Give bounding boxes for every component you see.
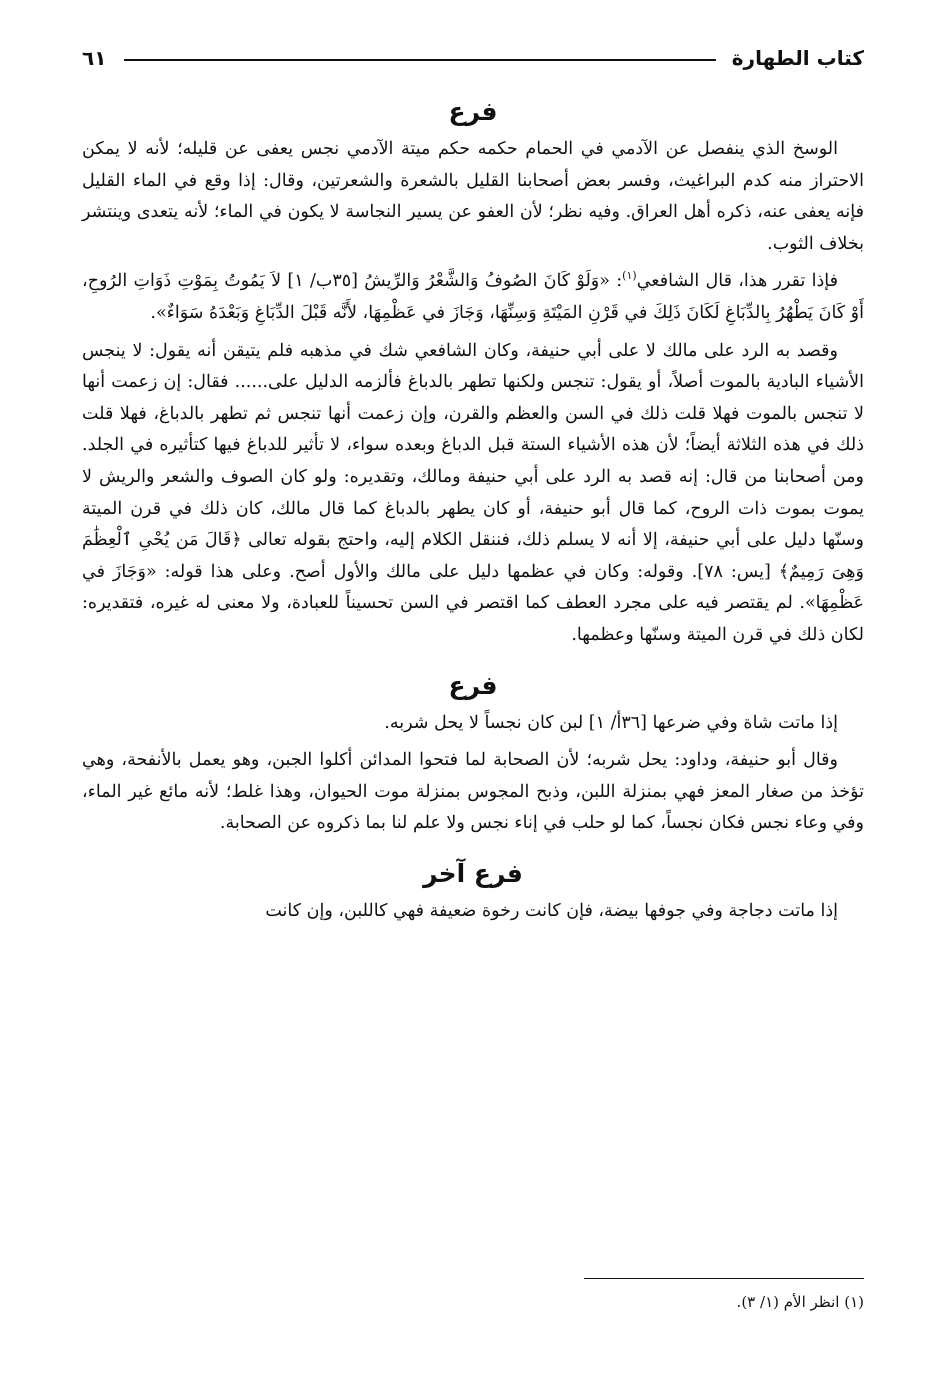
header-rule xyxy=(124,59,715,61)
section-heading: فرع xyxy=(448,670,498,700)
page-number: ٦١ xyxy=(82,46,107,70)
paragraph: إذا ماتت شاة وفي ضرعها [٣٦أ/ ١] لبن كان نجساً لا يحل شربه. xyxy=(384,712,838,733)
paragraph-lead: فإذا تقرر هذا، قال الشافعي xyxy=(636,271,838,292)
running-title: كتاب الطهارة xyxy=(731,46,864,70)
paragraph-rest: : «وَلَوْ كَانَ الصُوفُ وَالشَّعْرُ وَالرِّيشُ [٣٥ب/ ١] لاَ يَمُوتُ بِمَوْتِ ذَوَاتِ الرُوحِ، أَوْ كَانَ يَطْهُرُ بِالدِّبَاغِ لَكَانَ ذَلِكَ في قَرْنِ المَيْتَةِ وَسِنِّهَا، وَجَازَ في عَظْمِهَا، لأَنَّه قَبْلَ الدِّبَاغِ وَبَعْدَهُ سَوَاءٌ». xyxy=(82,271,864,323)
section-heading: فرع آخر xyxy=(423,858,523,888)
footnote: (١) انظر الأم (١/ ٣). xyxy=(736,1293,864,1311)
footnote-rule xyxy=(584,1278,864,1279)
paragraph: الوسخ الذي ينفصل عن الآدمي في الحمام حكمه حكم ميتة الآدمي نجس يعفى عن قليله؛ لأنه لا يمكن الاحتراز منه كدم البراغيث، وفسر بعض أصحابنا القليل بالشعرة والشعرتين، وقال: إذا وقع في الماء القليل فإنه يعفى عنه، ذكره أهل العراق. وفيه نظر؛ لأن العفو عن يسير النجاسة لا يكون في الماء؛ لأنه يتعدى وينتشر بخلاف الثوب. xyxy=(82,139,864,254)
footnote-marker: (١) xyxy=(622,269,637,283)
section-heading: فرع xyxy=(448,97,498,126)
page-body xyxy=(82,92,864,927)
paragraph: وقال أبو حنيفة، وداود: يحل شربه؛ لأن الصحابة لما فتحوا المدائن أكلوا الجبن، وهو يعمل بالأنفحة، وهي تؤخذ من صغار المعز فهي بمنزلة اللبن، وذبح المجوس بمنزلة موت الحيوان، وهذا غلط؛ لأنه مائع غير الماء، وفي وعاء نجس فكان نجساً، كما لو حلب في إناء نجس ولا علم لنا بما ذكروه عن الصحابة. xyxy=(82,750,864,834)
paragraph: إذا ماتت دجاجة وفي جوفها بيضة، فإن كانت رخوة ضعيفة فهي كاللبن، وإن كانت xyxy=(265,900,838,921)
paragraph: وقصد به الرد على مالك لا على أبي حنيفة، وكان الشافعي شك في مذهبه فلم يتيقن أنه يقول: لا ينجس الأشياء البادية بالموت أصلاً، أو يقول: تنجس ولكنها تطهر بالدباغ فألزمه الدليل على...... فقال: إن زعمت أنها لا تنجس بالموت فهلا قلت ذلك في السن والعظم والقرن، وإن زعمت أنها تنجس ثم تطهر بالدباغ، فهلا قلت ذلك في هذه الثلاثة أيضاً؛ لأن هذه الأشياء الستة قبل الدباغ وبعده سواء، لا تأثير للدباغ فيها كتأثيره في الجلد. ومن أصحابنا من قال: إنه قصد به الرد على أبي حنيفة ومالك، وتقديره: ولو كان الصوف والشعر والريش لا يموت بموت ذات الروح، كما قال أبو حنيفة، أو كان يطهر بالدباغ كما قال مالك، كان ذلك في قرن الميتة وسنّها دليل على أبي حنيفة، إلا أنه لا يسلم ذلك، فننقل الكلام إليه، واحتج بقوله تعالى ﴿قَالَ مَن يُحْىِ ٱلْعِظَٰمَ وَهِىَ رَمِيمٌ﴾ [يس: ٧٨]. وقوله: وكان في عظمها دليل على مالك والأول أصح. وعلى هذا قوله: «وَجَازَ في عَظْمِهَا». لم يقتصر فيه على مجرد العطف كما اقتصر في السن تحسيناً للعبادة، ولا معنى له غيره، فتقديره: لكان ذلك في قرن الميتة وسنّها وعظمها. xyxy=(82,340,864,645)
paragraph-with-footnote xyxy=(82,266,864,329)
running-header xyxy=(82,40,864,76)
